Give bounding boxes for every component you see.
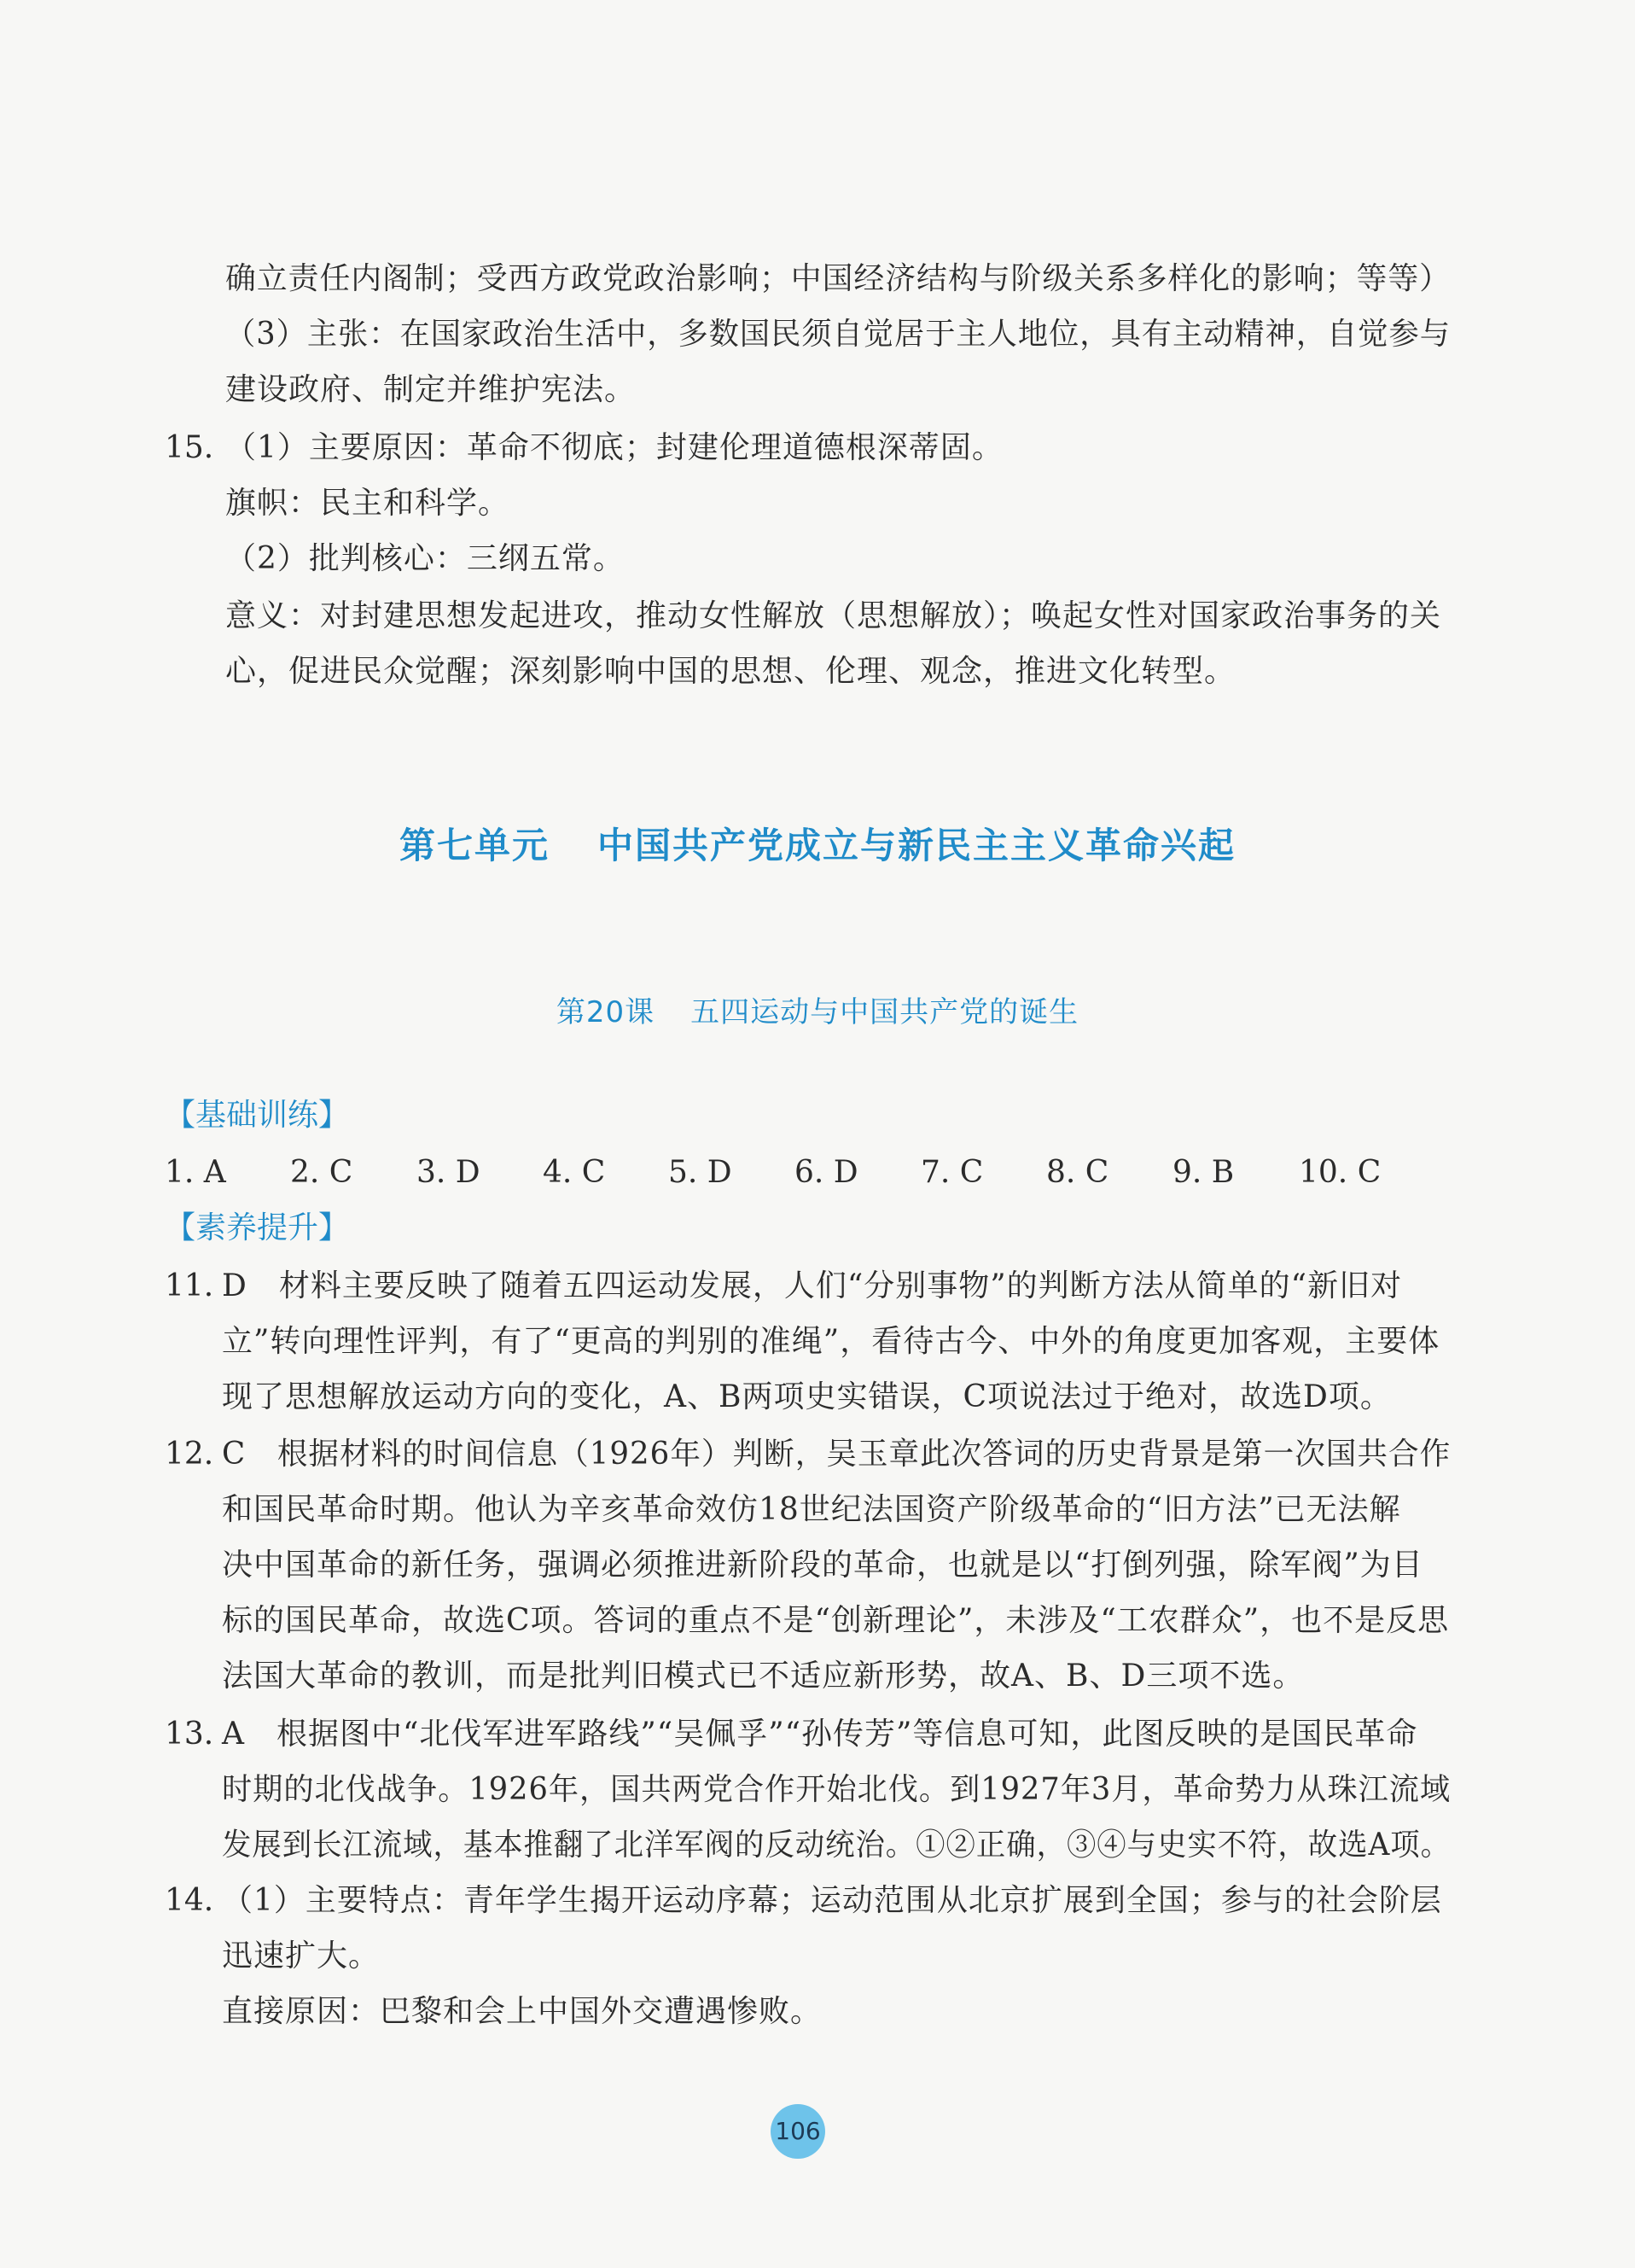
text-line: （3）主张：在国家政治生活中，多数国民须自觉居于主人地位，具有主动精神，自觉参与 [225,317,1451,352]
mc-answer: 6. D [794,1155,858,1190]
text-line: 时期的北伐战争。1926年，国共两党合作开始北伐。到1927年3月，革命势力从珠江流域 [222,1772,1452,1807]
lesson-name: 五四运动与中国共产党的诞生 [690,995,1079,1029]
text-line: A 根据图中“北伐军进军路线”“吴佩孚”“孙传芳”等信息可知，此图反映的是国民革命 [222,1717,1418,1752]
mc-answer: 10. C [1299,1155,1382,1190]
mc-answer: 8. C [1046,1155,1109,1190]
text-line: C 根据材料的时间信息（1926年）判断，吴玉章此次答词的历史背景是第一次国共合作 [222,1437,1452,1472]
unit-label: 第七单元 [399,825,550,866]
mc-answer: 5. D [668,1155,732,1190]
text-line: 心，促进民众觉醒；深刻影响中国的思想、伦理、观念，推进文化转型。 [225,654,1236,689]
lesson-title [0,988,1635,1030]
text-line: 迅速扩大。 [222,1939,381,1974]
text-line: 法国大革命的教训，而是批判旧模式已不适应新形势，故A、B、D三项不选。 [222,1659,1305,1694]
text-line: 建设政府、制定并维护宪法。 [225,372,637,407]
mc-answers-row [165,1154,1462,1192]
text-line: 旗帜：民主和科学。 [225,486,510,521]
text-line: （2）批判核心：三纲五常。 [225,541,625,576]
mc-answer: 1. A [165,1155,226,1190]
text-line: 标的国民革命，故选C项。答词的重点不是“创新理论”，未涉及“工农群众”，也不是反思 [222,1603,1450,1638]
text-line: 立”转向理性评判，有了“更高的判别的准绳”，看待古今、中外的角度更加客观，主要体 [222,1324,1440,1359]
mc-answer: 2. C [290,1155,353,1190]
question-number: 11. [165,1268,214,1303]
text-line: 发展到长江流域，基本推翻了北洋军阀的反动统治。①②正确，③④与史实不符，故选A项。 [222,1828,1451,1863]
section-advanced: 【素养提升】 [165,1210,350,1245]
mc-answer: 7. C [921,1155,984,1190]
section-basic-training: 【基础训练】 [165,1098,350,1133]
question-number: 14. [165,1883,214,1918]
mc-answer: 3. D [416,1155,480,1190]
unit-title [0,818,1635,869]
question-number: 13. [165,1717,214,1752]
page-number: 106 [771,2104,825,2159]
text-line: 和国民革命时期。他认为辛亥革命效仿18世纪法国资产阶级革命的“旧方法”已无法解 [222,1492,1401,1527]
unit-name: 中国共产党成立与新民主主义革命兴起 [597,825,1236,866]
mc-answer: 9. B [1172,1155,1235,1190]
lesson-label: 第20课 [556,995,655,1029]
text-line: 确立责任内阁制；受西方政党政治影响；中国经济结构与阶级关系多样化的影响；等等） [225,261,1452,296]
question-number: 12. [165,1437,214,1472]
text-line: 意义：对封建思想发起进攻，推动女性解放（思想解放）；唤起女性对国家政治事务的关 [225,598,1442,633]
text-line: 决中国革命的新任务，强调必须推进新阶段的革命，也就是以“打倒列强，除军阀”为目 [222,1548,1423,1583]
question-number: 15. [165,430,214,465]
text-line: （1）主要原因：革命不彻底；封建伦理道德根深蒂固。 [225,430,1004,465]
text-line: 直接原因：巴黎和会上中国外交遭遇惨败。 [222,1994,823,2029]
text-line: D 材料主要反映了随着五四运动发展，人们“分别事物”的判断方法从简单的“新旧对 [222,1268,1403,1303]
text-line: （1）主要特点：青年学生揭开运动序幕；运动范围从北京扩展到全国；参与的社会阶层 [222,1883,1442,1918]
mc-answer: 4. C [543,1155,606,1190]
text-line: 现了思想解放运动方向的变化，A、B两项史实错误，C项说法过于绝对，故选D项。 [222,1379,1392,1414]
